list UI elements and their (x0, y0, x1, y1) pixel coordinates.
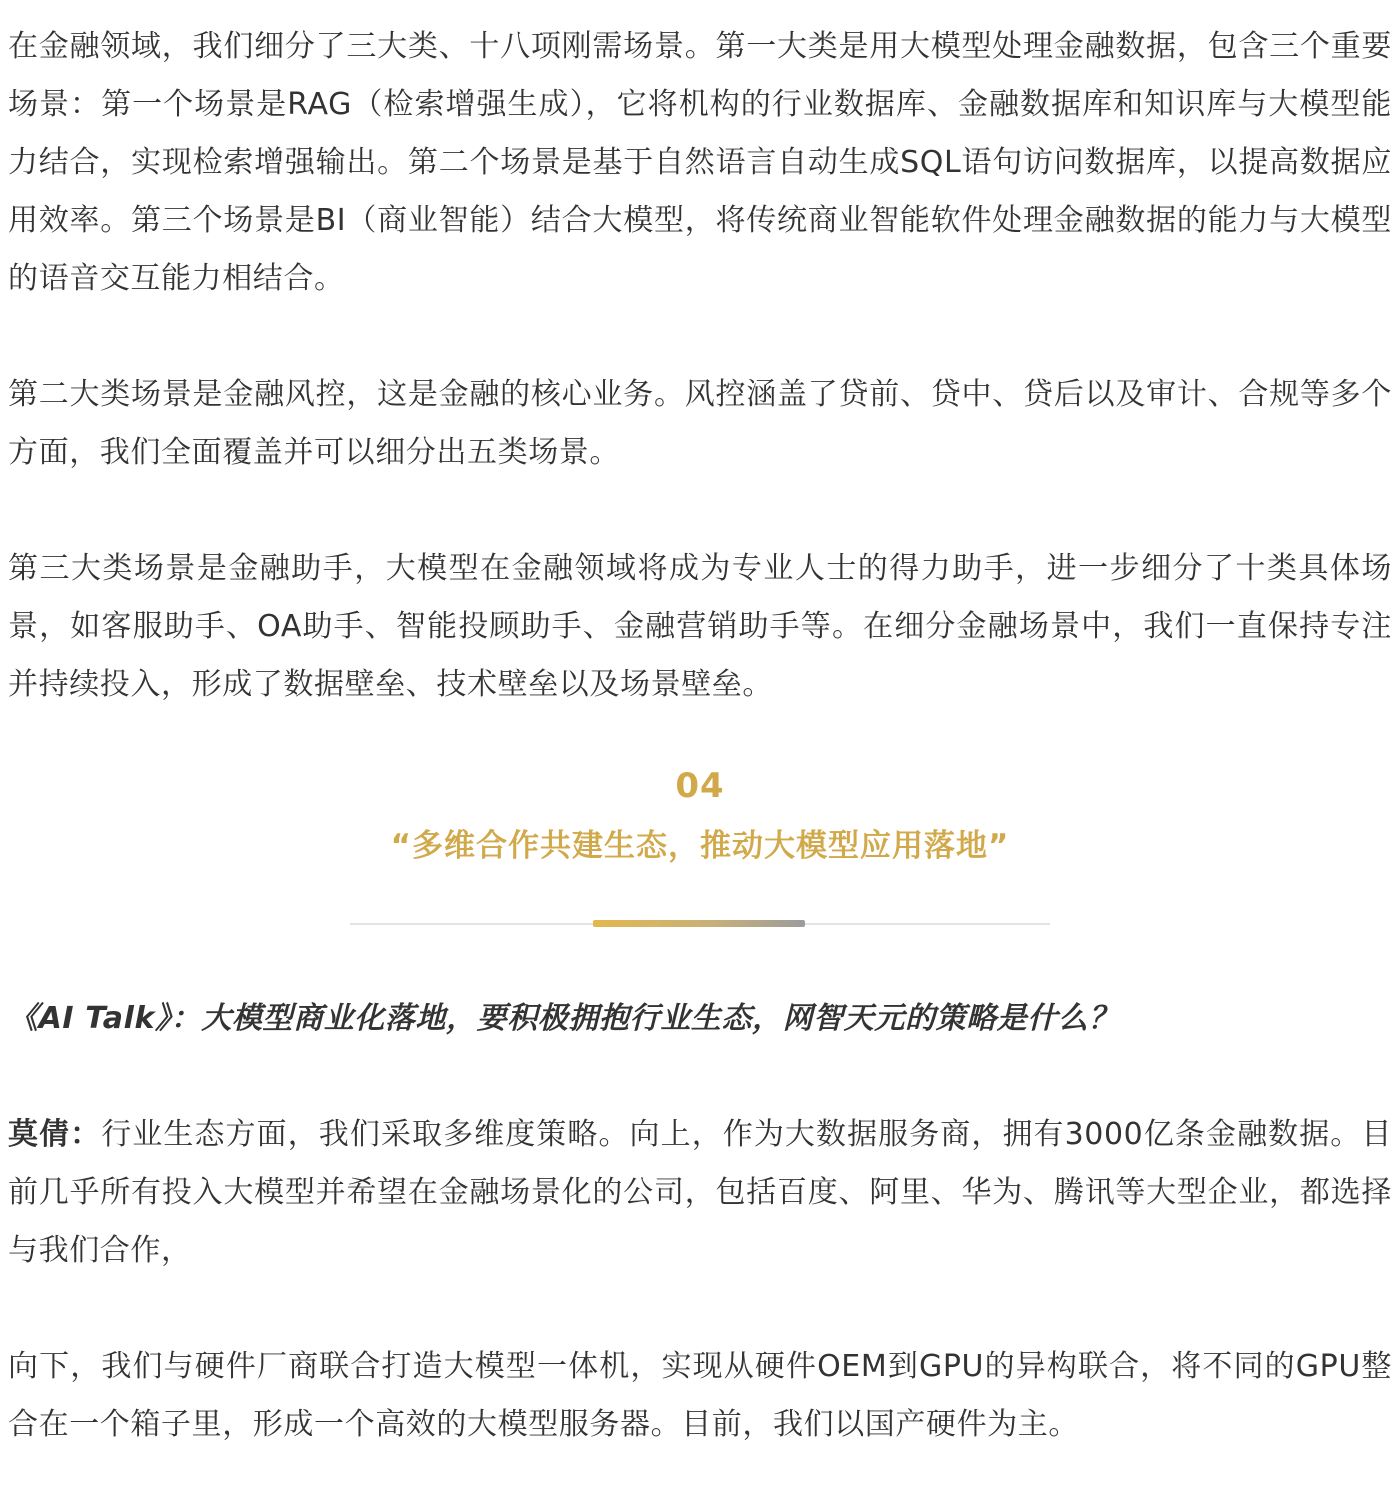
paragraph-hardware: 向下，我们与硬件厂商联合打造大模型一体机，实现从硬件OEM到GPU的异构联合，将不同的GPU整合在一个箱子里，形成一个高效的大模型服务器。目前，我们以国产硬件为主。 (8, 1349, 1392, 1442)
paragraph-spacer (8, 1280, 1392, 1338)
interview-answer (8, 1106, 1392, 1280)
section-header (8, 762, 1392, 882)
paragraph-risk-control: 第二大类场景是金融风控，这是金融的核心业务。风控涵盖了贷前、贷中、贷后以及审计、合规等多个方面，我们全面覆盖并可以细分出五类场景。 (8, 377, 1392, 470)
paragraph-financial-assistant: 第三大类场景是金融助手，大模型在金融领域将成为专业人士的得力助手，进一步细分了十类具体场景，如客服助手、OA助手、智能投顾助手、金融营销助手等。在细分金融场景中，我们一直保持专注并持续投入，形成了数据壁垒、技术壁垒以及场景壁垒。 (8, 551, 1392, 702)
section-number: 04 (675, 766, 725, 806)
speaker-name: 莫倩： (8, 1117, 102, 1152)
interview-question: 《AI Talk》：大模型商业化落地，要积极拥抱行业生态，网智天元的策略是什么？ (8, 1001, 1120, 1036)
section-divider (350, 920, 1050, 928)
answer-text: 行业生态方面，我们采取多维度策略。向上，作为大数据服务商，拥有3000亿条金融数据。目前几乎所有投入大模型并希望在金融场景化的公司，包括百度、阿里、华为、腾讯等大型企业，都选择与我们合作， (8, 1117, 1392, 1268)
paragraph-financial-scenarios: 在金融领域，我们细分了三大类、十八项刚需场景。第一大类是用大模型处理金融数据，包含三个重要场景：第一个场景是RAG（检索增强生成），它将机构的行业数据库、金融数据库和知识库与大模型能力结合，实现检索增强输出。第二个场景是基于自然语言自动生成SQL语句访问数据库，以提高数据应用效率。第三个场景是BI（商业智能）结合大模型，将传统商业智能软件处理金融数据的能力与大模型的语音交互能力相结合。 (8, 29, 1392, 296)
paragraph-spacer (8, 308, 1392, 366)
divider-accent-bar (593, 920, 805, 927)
section-title: “多维合作共建生态，推动大模型应用落地” (390, 828, 1010, 864)
paragraph-spacer (8, 1048, 1392, 1106)
paragraph-spacer (8, 482, 1392, 540)
